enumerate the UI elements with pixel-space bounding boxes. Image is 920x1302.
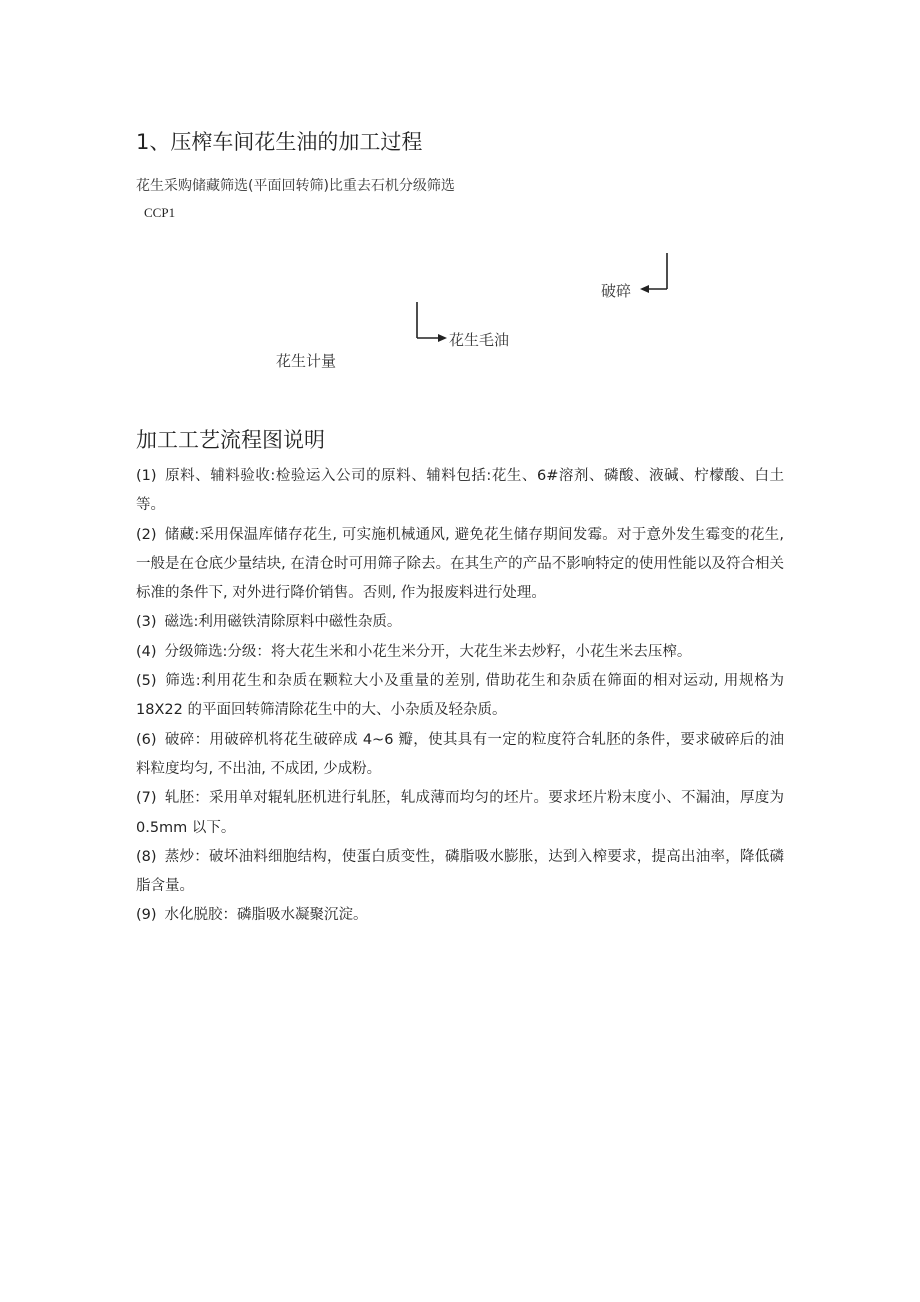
ccp-label: CCP1 [144, 205, 176, 220]
list-item [136, 901, 784, 930]
crush-arrow-head [640, 285, 649, 293]
item-text: 分级筛选:分级：将大花生米和小花生米分开，大花生米去炒籽，小花生米去压榨。 [164, 643, 692, 660]
explanation-list [136, 462, 784, 931]
list-item [136, 521, 784, 609]
list-item [136, 608, 784, 637]
diagram-label-metering: 花生计量 [276, 352, 337, 370]
item-number: (3) [136, 614, 157, 631]
diagram-label-crush: 破碎 [601, 282, 632, 300]
item-number: (2) [136, 526, 157, 543]
oil-arrow-head [438, 334, 447, 342]
list-item [136, 784, 784, 843]
section-heading-explanation: 加工工艺流程图说明 [136, 428, 325, 452]
item-number: (4) [136, 643, 157, 660]
item-number: (5) [136, 673, 157, 690]
item-number: (9) [136, 907, 157, 924]
item-text: 水化脱胶：磷脂吸水凝聚沉淀。 [164, 907, 368, 924]
item-text: 蒸炒：破坏油料细胞结构，使蛋白质变性，磷脂吸水膨胀，达到入榨要求，提高出油率，降低磷脂含量。 [136, 848, 784, 895]
list-item [136, 638, 784, 667]
item-number: (7) [136, 790, 157, 807]
item-number: (8) [136, 848, 157, 865]
list-item [136, 726, 784, 785]
section-heading-process: 1、压榨车间花生油的加工过程 [136, 130, 423, 154]
item-text: 原料、辅料验收:检验运入公司的原料、辅料包括:花生、6#溶剂、磷酸、液碱、柠檬酸、白土等。 [136, 468, 784, 514]
list-item [136, 667, 784, 726]
flow-text: 花生采购储藏筛选(平面回转筛)比重去石机分级筛选 [136, 178, 455, 194]
item-text: 筛选:利用花生和杂质在颗粒大小及重量的差别, 借助花生和杂质在筛面的相对运动, 用规格为 18X22 的平面回转筛清除花生中的大、小杂质及轻杂质。 [136, 673, 784, 719]
diagram-label-crude-oil: 花生毛油 [449, 331, 510, 349]
item-text: 储藏:采用保温库储存花生, 可实施机械通风, 避免花生储存期间发霉。对于意外发生霉变的花生, 一般是在仓底少量结块, 在清仓时可用筛子除去。在其生产的产品不影响特定的使用性能以及符合相关标准的条件下, 对外进行降价销售。否则, 作为报废料进行处理。 [136, 526, 784, 602]
item-number: (6) [136, 731, 157, 748]
item-number: (1) [136, 468, 157, 484]
item-text: 轧胚：采用单对辊轧胚机进行轧胚，轧成薄而均匀的坯片。要求坯片粉末度小、不漏油，厚度为 0.5mm 以下。 [136, 790, 784, 836]
item-text: 磁选:利用磁铁清除原料中磁性杂质。 [164, 614, 402, 631]
list-item [136, 462, 784, 521]
list-item [136, 843, 784, 902]
item-text: 破碎：用破碎机将花生破碎成 4~6 瓣，使其具有一定的粒度符合轧胚的条件，要求破碎后的油料粒度均匀, 不出油, 不成团, 少成粉。 [136, 731, 784, 777]
flow-diagram [0, 0, 920, 420]
